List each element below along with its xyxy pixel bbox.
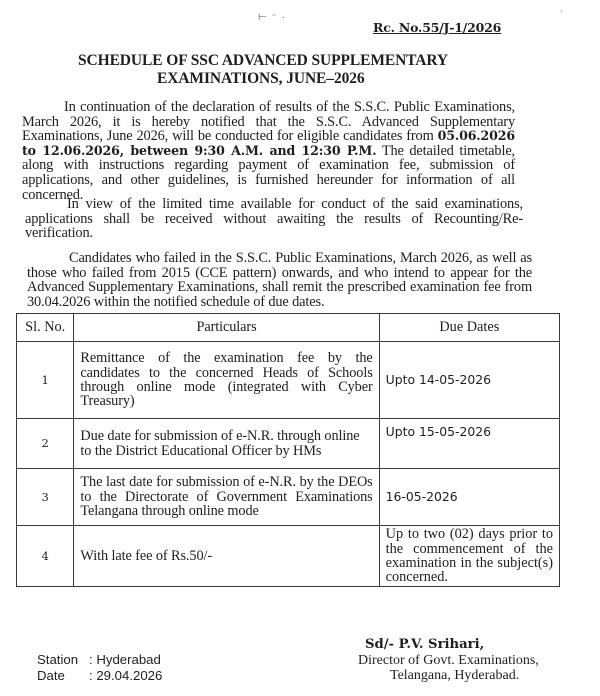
cell-particulars: Due date for submission of e-N.R. through online to the District Educational Officer by HMs	[74, 419, 379, 469]
cell-particulars: The last date for submission of e-N.R. by the DEOs to the Directorate of Government Examinations Telangana through online mode	[74, 469, 379, 526]
table-row	[17, 469, 560, 526]
paragraph-announcement	[22, 100, 515, 202]
table-row	[17, 526, 560, 587]
station-value: : Hyderabad	[89, 652, 161, 667]
header-due-dates: Due Dates	[379, 314, 559, 342]
paragraph-recounting: In view of the limited time available for conduct of the said examinations, applications shall be received without awaiting the results of Recounting/Re-verification.	[25, 196, 523, 242]
signatory-designation: Director of Govt. Examinations,	[358, 652, 539, 668]
cell-particulars: Remittance of the examination fee by the candidates to the concerned Heads of Schools through online mode (integrated with Cyber Treasury)	[74, 342, 379, 419]
station-date-block	[37, 652, 162, 684]
cell-sl-no: 4	[17, 526, 74, 587]
para1-exam-dates: 05.06.2026 to 12.06.2026, between 9:30 A.M. and 12:30 P.M.	[22, 128, 515, 158]
cell-sl-no: 3	[17, 469, 74, 526]
para1-text-a: In continuation of the declaration of results of the S.S.C. Public Examinations, March 2026, it is hereby notified that the S.S.C. Advanced Supplementary Examinations, June 2026, will be conducted for eligible candidates from	[22, 99, 515, 145]
cell-sl-no: 2	[17, 419, 74, 469]
corner-tick-mark: ˎ	[560, 2, 564, 13]
station-line	[37, 652, 162, 668]
signatory-place: Telangana, Hyderabad.	[390, 668, 520, 683]
cell-due-date: 16-05-2026	[379, 469, 559, 526]
schedule-table	[16, 313, 560, 587]
table-header-row	[17, 314, 560, 342]
reference-number: Rc. No.55/J-1/2026	[373, 20, 502, 35]
cell-sl-no: 1	[17, 342, 74, 419]
cell-due-date: Upto 14-05-2026	[379, 342, 559, 419]
header-sl-no: Sl. No.	[17, 314, 74, 342]
title-line-2: EXAMINATIONS, JUNE–2026	[157, 70, 365, 87]
cell-due-date: Upto 15-05-2026	[379, 419, 559, 469]
para1-text-b: The detailed timetable, along with instructions regarding payment of examination fee, submission of applications, and other guidelines, is furnished hereunder for information of all concerned.	[22, 142, 515, 203]
signatory-name: Sd/- P.V. Srihari,	[365, 637, 485, 652]
cell-particulars: With late fee of Rs.50/-	[74, 526, 379, 587]
scan-mark: ⊢ ⁻ ·	[258, 12, 286, 23]
station-label: Station	[37, 652, 79, 667]
table-row	[17, 419, 560, 469]
date-line	[37, 668, 162, 684]
signature-block	[330, 637, 590, 684]
date-value: : 29.04.2026	[89, 668, 163, 683]
date-label: Date	[37, 668, 65, 683]
cell-due-date: Up to two (02) days prior to the commencement of the examination in the subject(s) concerned.	[379, 526, 559, 587]
table-row	[17, 342, 560, 419]
paragraph-eligibility: Candidates who failed in the S.S.C. Public Examinations, March 2026, as well as those who failed from 2015 (CCE pattern) onwards, and who intend to appear for the Advanced Supplementary Examinations, shall remit the prescribed examination fee from 30.04.2026 within the notified schedule of due dates.	[27, 250, 532, 310]
header-particulars: Particulars	[74, 314, 379, 342]
title-line-1: SCHEDULE OF SSC ADVANCED SUPPLEMENTARY	[78, 52, 449, 69]
